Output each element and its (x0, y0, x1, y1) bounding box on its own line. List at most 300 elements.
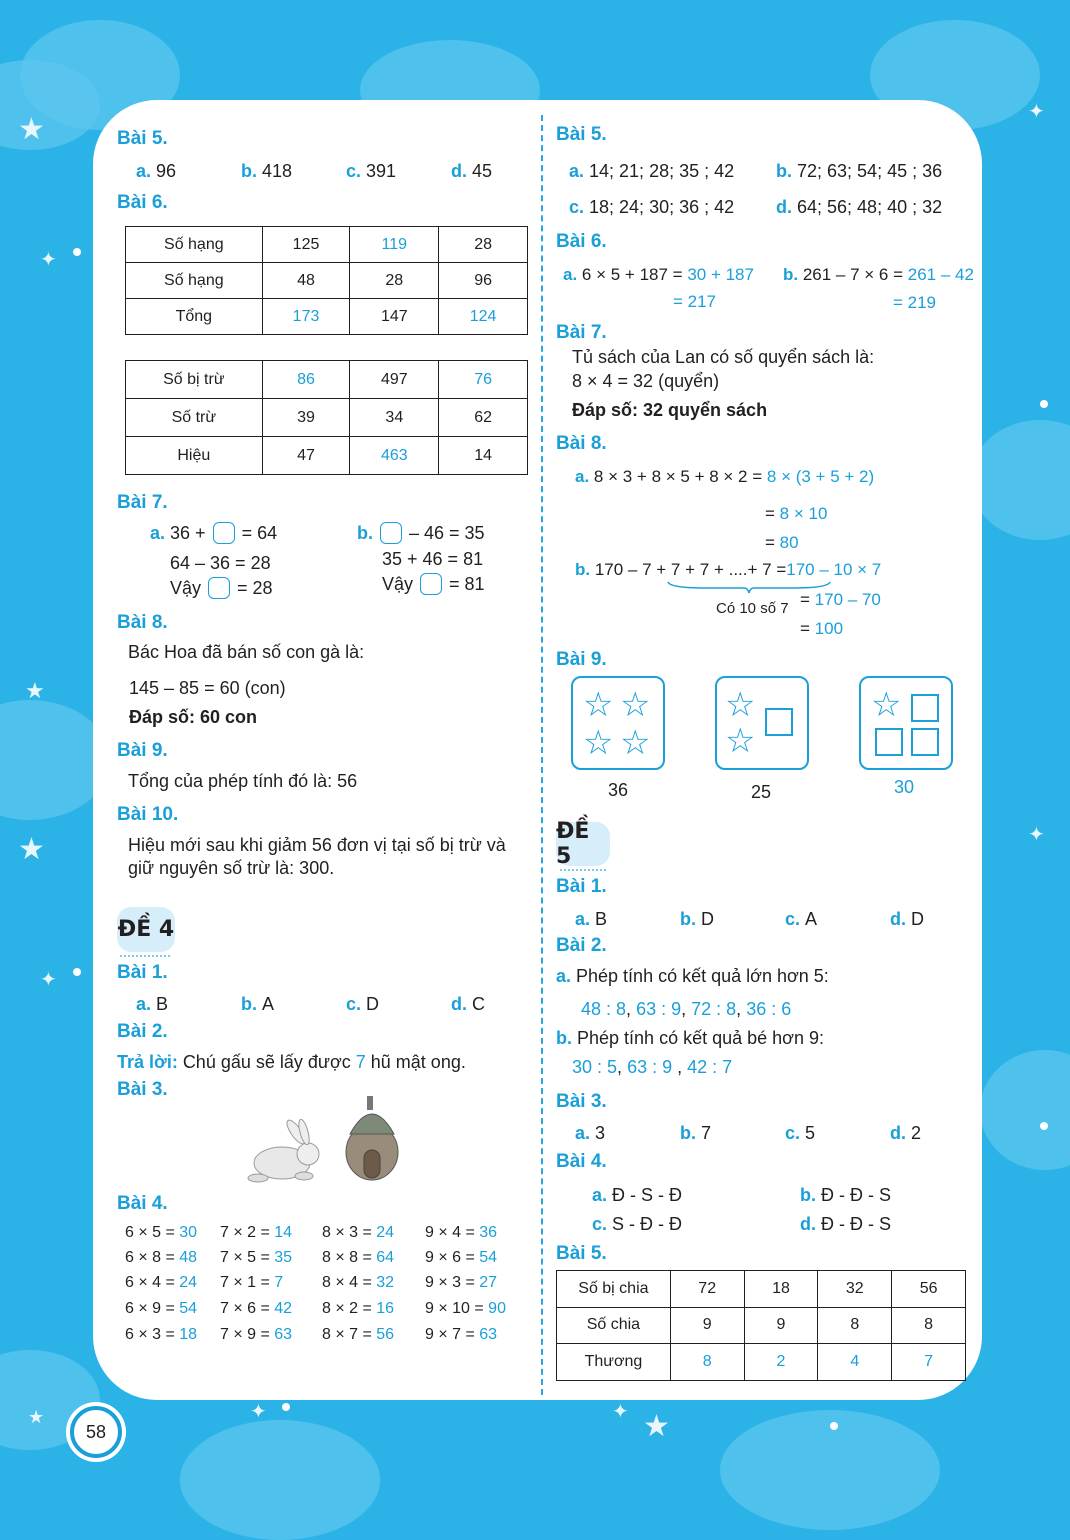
table-row-header: Số bị chia (557, 1271, 671, 1308)
table-row (557, 1344, 966, 1381)
table-cell: 72 (670, 1271, 744, 1308)
table-cell: 34 (350, 399, 439, 437)
mult-item (425, 1324, 497, 1346)
dot (73, 248, 81, 256)
text-segment: 24 (376, 1224, 395, 1241)
text-segment: 9 × 6 = (425, 1249, 480, 1266)
table-row (126, 361, 528, 399)
table-cell: 86 (262, 361, 350, 399)
table-cell: 96 (439, 263, 528, 299)
text-segment: 2 (911, 1123, 922, 1143)
item-label: a. (575, 467, 594, 486)
r-bai8-b1 (575, 559, 881, 581)
text-segment: 8 × 7 = (322, 1326, 377, 1343)
text-segment: B (156, 994, 169, 1014)
subtraction-table (125, 360, 528, 475)
star-box (859, 676, 953, 770)
star-icon: ✦ (1028, 824, 1045, 846)
item-label: b. (680, 909, 701, 929)
bai7-a-line2 (170, 552, 271, 574)
text-segment: – 46 = 35 (404, 523, 485, 543)
text-segment: Chú gấu sẽ lấy được (182, 1052, 356, 1072)
text-segment: Phép tính có kết quả bé hơn 9: (577, 1028, 824, 1048)
mult-item (220, 1247, 292, 1269)
text-segment: 48 : 8 (581, 999, 627, 1019)
text-segment: 145 – 85 = 60 (con) (129, 678, 286, 698)
text-segment: D (911, 909, 924, 929)
text-segment: , (681, 999, 692, 1019)
text-segment: , (617, 1057, 628, 1077)
r-bai7-line1 (572, 346, 874, 368)
table-row (126, 227, 528, 263)
table-cell: 47 (262, 437, 350, 475)
item-label: a. (569, 161, 590, 181)
star-icon: ✦ (40, 249, 57, 271)
text-segment: , (736, 999, 747, 1019)
text-segment: 8 × 4 = 32 (quyển) (572, 371, 720, 391)
text-segment: 261 – 42 (907, 265, 974, 284)
table-row-header: Hiệu (126, 437, 263, 475)
de5-bai4-d (800, 1213, 891, 1235)
table-row-header: Số chia (557, 1307, 671, 1344)
text-segment: 32 (376, 1274, 395, 1291)
star-icon: ★ (25, 678, 45, 703)
text-segment: 7 × 2 = (220, 1224, 275, 1241)
text-segment: hũ mật ong. (365, 1052, 466, 1072)
de5-bai4-a (592, 1184, 682, 1206)
de5-bai2-a2 (581, 998, 791, 1020)
dot (1040, 400, 1048, 408)
r-bai6-a1 (563, 264, 754, 286)
table-cell: 62 (439, 399, 528, 437)
text-segment: 6 × 8 = (125, 1249, 180, 1266)
text-segment: = 219 (893, 293, 937, 312)
table-cell: 14 (439, 437, 528, 475)
de5-bai2-a1 (556, 965, 829, 987)
text-segment: 18; 24; 30; 36 ; 42 (589, 197, 735, 217)
text-segment: , (672, 1057, 688, 1077)
text-segment: 35 (274, 1249, 293, 1266)
text-segment: 25 (750, 782, 772, 802)
text-segment: B (595, 909, 608, 929)
star-icon: ☆ (725, 722, 756, 760)
table-cell: 9 (670, 1307, 744, 1344)
text-segment: 8 × 4 = (322, 1274, 377, 1291)
bai10-line2 (128, 857, 334, 879)
table-row (126, 299, 528, 335)
r-bai7-line2 (572, 370, 719, 392)
r-bai8-b2 (800, 589, 881, 611)
text-segment: 170 – 70 (814, 590, 881, 609)
mult-item (220, 1272, 283, 1294)
item-label: b. (241, 161, 262, 181)
text-segment: giữ nguyên số trừ là: 300. (128, 858, 335, 878)
text-segment: 7 (274, 1274, 284, 1291)
square-icon (765, 708, 793, 736)
text-segment: 6 × 3 = (125, 1326, 180, 1343)
text-segment: 9 × 7 = (425, 1326, 480, 1343)
mult-item (220, 1222, 292, 1244)
star-icon: ☆ (583, 686, 614, 724)
text-segment: Tủ sách của Lan có số quyển sách là: (572, 347, 875, 367)
item-label: a. (556, 966, 577, 986)
table-cell: 8 (670, 1344, 744, 1381)
table-cell: 18 (744, 1271, 818, 1308)
text-segment: 6 × 5 = (125, 1224, 180, 1241)
mult-item (425, 1298, 506, 1320)
heading-r-bai5: Bài 5. (556, 124, 607, 145)
table-cell: 8 (892, 1307, 966, 1344)
table-cell: 119 (350, 227, 439, 263)
text-segment: 6 × 5 + 187 = (581, 265, 688, 284)
text-segment: 36 (479, 1224, 498, 1241)
star-icon: ★ (18, 113, 45, 146)
table-row (126, 263, 528, 299)
item-label: a. (592, 1185, 613, 1205)
item-label: b. (783, 265, 803, 284)
star-icon: ★ (18, 833, 45, 866)
answer-d (890, 1122, 921, 1144)
star-icon: ☆ (871, 686, 902, 724)
heading-r-bai9: Bài 9. (556, 649, 607, 670)
item-label: c. (346, 994, 367, 1014)
text-segment: Đ - Đ - S (821, 1214, 891, 1234)
bai7-a-line3 (170, 577, 273, 599)
table-row (557, 1271, 966, 1308)
item-label: b. (680, 1123, 701, 1143)
table-cell: 48 (262, 263, 350, 299)
text-segment: 6 × 9 = (125, 1300, 180, 1317)
r-bai5-d (776, 196, 942, 218)
item-label: b. (357, 523, 378, 543)
heading-de4-bai1: Bài 1. (117, 962, 168, 983)
heading-r-bai6: Bài 6. (556, 231, 607, 252)
heading-bai8: Bài 8. (117, 612, 168, 633)
text-segment: 36 (607, 780, 629, 800)
text-segment: 36 + (170, 523, 211, 543)
text-segment: 6 × 4 = (125, 1274, 180, 1291)
answer-d (890, 908, 924, 930)
text-segment: 64; 56; 48; 40 ; 32 (797, 197, 943, 217)
star-box-label (714, 781, 808, 803)
text-segment: 170 – 10 × 7 (786, 560, 882, 579)
table-cell: 28 (439, 227, 528, 263)
star-box (571, 676, 665, 770)
table-cell: 28 (350, 263, 439, 299)
table-cell: 2 (744, 1344, 818, 1381)
heading-bai10: Bài 10. (117, 804, 179, 825)
text-segment: 96 (156, 161, 177, 181)
mult-item (220, 1324, 292, 1346)
text-segment: 80 (779, 533, 799, 552)
star-icon: ☆ (583, 724, 614, 762)
star-box-label (857, 776, 951, 798)
table-cell: 147 (350, 299, 439, 335)
star-icon: ★ (28, 1407, 45, 1427)
mult-item (322, 1247, 394, 1269)
answer-a (136, 993, 168, 1015)
text-segment: 8 × (3 + 5 + 2) (766, 467, 875, 486)
text-segment: 3 (595, 1123, 606, 1143)
bai8-answer (129, 706, 257, 728)
text-segment: = 64 (236, 523, 278, 543)
dot (1040, 1122, 1048, 1130)
item-label: a. (136, 161, 157, 181)
text-segment: Đ - Đ - S (821, 1185, 891, 1205)
mult-item (322, 1272, 394, 1294)
table-cell: 56 (892, 1271, 966, 1308)
text-segment: Đ - S - Đ (612, 1185, 683, 1205)
text-segment: 8 × 8 = (322, 1249, 377, 1266)
answer-box (420, 573, 442, 595)
answer-c (346, 993, 379, 1015)
answer-d (451, 160, 492, 182)
text-segment: 170 – 7 + 7 + 7 + ....+ 7 = (594, 560, 787, 579)
text-segment: 7 × 5 = (220, 1249, 275, 1266)
star-box-label (571, 779, 665, 801)
text-segment: = (765, 504, 780, 523)
star-icon: ✦ (612, 1401, 629, 1423)
text-segment: = 81 (444, 574, 485, 594)
item-label: c. (785, 909, 806, 929)
text-segment: Bác Hoa đã bán số con gà là: (128, 642, 365, 662)
text-segment: 9 × 3 = (425, 1274, 480, 1291)
item-label: Trả lời: (117, 1052, 183, 1072)
mult-item (220, 1298, 292, 1320)
bai8-line1 (128, 641, 364, 663)
text-segment: Có 10 số 7 (716, 600, 789, 617)
r-bai8-a2 (765, 503, 827, 525)
text-segment: 7 (355, 1052, 366, 1072)
r-bai6-b2 (893, 292, 936, 314)
item-label: c. (592, 1214, 613, 1234)
text-segment: Hiệu mới sau khi giảm 56 đơn vị tại số bị trừ và (128, 835, 506, 855)
mult-item (425, 1222, 497, 1244)
table-cell: 9 (744, 1307, 818, 1344)
answer-b (680, 908, 714, 930)
item-label: a. (575, 909, 596, 929)
text-segment: 18 (179, 1326, 198, 1343)
heading-bai7: Bài 7. (117, 492, 168, 513)
answer-c (785, 1122, 815, 1144)
heading-bai6: Bài 6. (117, 192, 168, 213)
addition-table (125, 226, 528, 335)
table-cell: 497 (350, 361, 439, 399)
text-segment: A (262, 994, 275, 1014)
table-row-header: Tổng (126, 299, 263, 335)
mult-item (425, 1247, 497, 1269)
text-segment: 30 : 5 (572, 1057, 618, 1077)
text-segment: 8 × 3 + 8 × 5 + 8 × 2 = (593, 467, 767, 486)
bai7-b-line2 (382, 548, 483, 570)
answer-b (241, 160, 292, 182)
table-cell: 125 (262, 227, 350, 263)
dotted-underline (120, 955, 170, 957)
item-label: b. (800, 1185, 821, 1205)
table-row-header: Số bị trừ (126, 361, 263, 399)
text-segment: 14 (274, 1224, 293, 1241)
mult-item (322, 1222, 394, 1244)
text-segment: 35 + 46 = 81 (382, 549, 484, 569)
heading-r-bai8: Bài 8. (556, 433, 607, 454)
answer-c (785, 908, 817, 930)
r-bai8-a3 (765, 532, 799, 554)
table-cell: 463 (350, 437, 439, 475)
table-cell: 4 (818, 1344, 892, 1381)
bai10-line1 (128, 834, 506, 856)
text-segment: 5 (805, 1123, 816, 1143)
r-bai8-note (716, 596, 789, 620)
text-segment: Vậy (382, 574, 419, 594)
star-icon: ✦ (250, 1401, 267, 1423)
r-bai7-answer (572, 399, 767, 421)
text-segment: = (800, 619, 815, 638)
heading-de5-bai5: Bài 5. (556, 1243, 607, 1264)
bai7-b-line1 (357, 522, 485, 544)
table-cell: 7 (892, 1344, 966, 1381)
de4-badge: ĐỀ 4 (117, 907, 175, 952)
text-segment: 48 (179, 1249, 198, 1266)
table-cell: 39 (262, 399, 350, 437)
table-row-header: Số trừ (126, 399, 263, 437)
text-segment: = (800, 590, 815, 609)
text-segment: = (765, 533, 780, 552)
item-label: d. (451, 994, 472, 1014)
text-segment: 8 × 10 (779, 504, 828, 523)
square-icon (911, 694, 939, 722)
de5-bai2-b2 (572, 1056, 732, 1078)
text-segment: 7 × 9 = (220, 1326, 275, 1343)
table-row-header: Số hạng (126, 263, 263, 299)
r-bai5-a (569, 160, 734, 182)
table-cell: 32 (818, 1271, 892, 1308)
heading-de5-bai3: Bài 3. (556, 1091, 607, 1112)
bai8-line2 (129, 677, 286, 699)
text-segment: 90 (488, 1300, 506, 1317)
square-icon (875, 728, 903, 756)
bai7-a-line1 (150, 522, 277, 544)
item-label: a. (150, 523, 171, 543)
mult-item (125, 1324, 197, 1346)
heading-r-bai7: Bài 7. (556, 322, 607, 343)
heading-de4-bai2: Bài 2. (117, 1021, 168, 1042)
text-segment: 30 (179, 1224, 198, 1241)
mult-item (125, 1247, 197, 1269)
table-cell: 124 (439, 299, 528, 335)
mult-item (322, 1298, 394, 1320)
table-cell: 173 (262, 299, 350, 335)
r-bai5-b (776, 160, 942, 182)
de5-bai4-b (800, 1184, 891, 1206)
item-label: b. (556, 1028, 577, 1048)
text-segment: 72 : 8 (691, 999, 737, 1019)
text-segment: 64 – 36 = 28 (170, 553, 271, 573)
text-segment: 418 (262, 161, 293, 181)
text-segment: Đáp số: 32 quyển sách (572, 400, 768, 420)
answer-a (575, 908, 607, 930)
answer-box (208, 577, 230, 599)
text-segment: 63 (274, 1326, 293, 1343)
star-icon: ✦ (40, 969, 57, 991)
dotted-underline (560, 869, 606, 871)
text-segment: S - Đ - Đ (612, 1214, 683, 1234)
text-segment: 56 (376, 1326, 395, 1343)
item-label: b. (575, 560, 595, 579)
item-label: a. (136, 994, 157, 1014)
text-segment: 64 (376, 1249, 395, 1266)
answer-c (346, 160, 396, 182)
heading-de4-bai4: Bài 4. (117, 1193, 168, 1214)
text-segment: 24 (179, 1274, 198, 1291)
de5-badge: ĐỀ 5 (556, 822, 610, 866)
text-segment: = 28 (232, 578, 273, 598)
item-label: d. (890, 1123, 911, 1143)
text-segment: Phép tính có kết quả lớn hơn 5: (576, 966, 829, 986)
item-label: d. (776, 197, 797, 217)
star-icon: ☆ (725, 686, 756, 724)
item-label: b. (776, 161, 797, 181)
dot (282, 1403, 290, 1411)
text-segment: 391 (366, 161, 397, 181)
text-segment: 16 (376, 1300, 395, 1317)
bai7-b-line3 (382, 573, 485, 595)
de5-bai4-c (592, 1213, 682, 1235)
text-segment: 45 (472, 161, 493, 181)
text-segment: 36 : 6 (746, 999, 792, 1019)
mult-item (125, 1298, 197, 1320)
item-label: c. (785, 1123, 806, 1143)
text-segment: A (805, 909, 818, 929)
r-bai5-c (569, 196, 734, 218)
text-segment: D (701, 909, 714, 929)
heading-bai9: Bài 9. (117, 740, 168, 761)
text-segment: 30 + 187 (687, 265, 754, 284)
star-box (715, 676, 809, 770)
table-row (557, 1307, 966, 1344)
text-segment: 7 × 1 = (220, 1274, 275, 1291)
text-segment: 42 (274, 1300, 293, 1317)
item-label: a. (575, 1123, 596, 1143)
answer-b (680, 1122, 711, 1144)
text-segment: 9 × 4 = (425, 1224, 480, 1241)
heading-de5-bai1: Bài 1. (556, 876, 607, 897)
text-segment: 27 (479, 1274, 498, 1291)
house-illustration (340, 1094, 404, 1182)
text-segment: 14; 21; 28; 35 ; 42 (589, 161, 735, 181)
r-bai6-b1 (783, 264, 974, 286)
mult-item (125, 1222, 197, 1244)
text-segment: 7 × 6 = (220, 1300, 275, 1317)
item-label: c. (346, 161, 367, 181)
rabbit-illustration (244, 1118, 324, 1190)
answer-a (575, 1122, 605, 1144)
text-segment: 100 (814, 619, 844, 638)
star-icon: ★ (643, 1410, 670, 1443)
text-segment: 7 (701, 1123, 712, 1143)
text-segment: , (626, 999, 637, 1019)
text-segment: 54 (179, 1300, 198, 1317)
star-icon: ☆ (620, 724, 651, 762)
table-cell: 8 (818, 1307, 892, 1344)
mult-item (425, 1272, 497, 1294)
table-row-header: Thương (557, 1344, 671, 1381)
de5-bai2-b1 (556, 1027, 824, 1049)
answer-a (136, 160, 176, 182)
text-segment: = 217 (673, 292, 717, 311)
text-segment: Vậy (170, 578, 207, 598)
r-bai6-a2 (673, 291, 716, 313)
r-bai8-b3 (800, 618, 843, 640)
